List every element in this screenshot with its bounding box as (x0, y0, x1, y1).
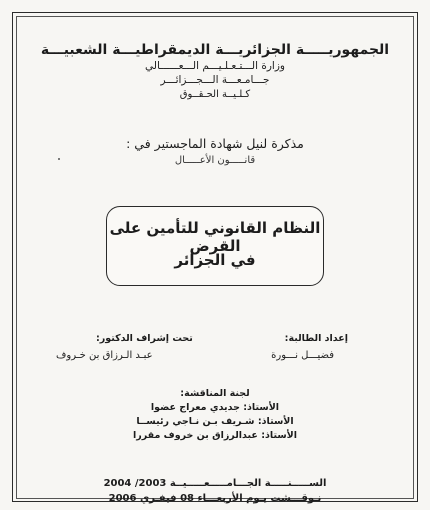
student-label: إعداد الطالبة: (284, 333, 348, 344)
ministry-line: وزارة الـــتـعـلـيـــم الـــعــــــالي (145, 60, 285, 72)
memo-line: مذكرة لنيل شهادة الماجستير في : (126, 136, 304, 151)
university-line: جـــامـعـــة الـــجـــزائـــر (160, 74, 270, 86)
committee-title: لجنة المناقشة: (180, 388, 250, 399)
committee-member: الأستاذ: شـريف بـن نـاجي رئيســا (136, 416, 294, 427)
thesis-title-line1: النظام القانوني للتأمين على القرض (109, 219, 321, 255)
defense-date: نـوقـــشت يـوم الأربعـــاء 08 فيفـري 2006 (108, 493, 322, 504)
academic-year: الســـــنـــــة الجـــامـــــعـــــيــة 2003/ 2004 (103, 478, 327, 489)
speck-mark (58, 158, 60, 160)
faculty-line: كـلـيــة الحـقــوق (179, 89, 251, 100)
thesis-title-box (106, 206, 324, 286)
committee-member: الأستاذ: عبدالرزاق بن خروف مقررا (133, 430, 297, 441)
republic-heading: الجمهوريـــــة الجزائريـــة الديمقراطيـــة الشعبيـــة (40, 42, 390, 58)
student-name: فضيـــل نـــورة (271, 350, 334, 361)
supervisor-name: عبـد الـرزاق بن خـروف (56, 350, 153, 361)
thesis-title-line2: في الجزائر (174, 251, 256, 269)
specialty-line: قانـــــون الأعـــــال (174, 155, 256, 166)
committee-member: الأستاذ: جديدي معراج عضوا (150, 402, 280, 413)
supervisor-label: تحت إشراف الدكتور: (96, 333, 193, 344)
